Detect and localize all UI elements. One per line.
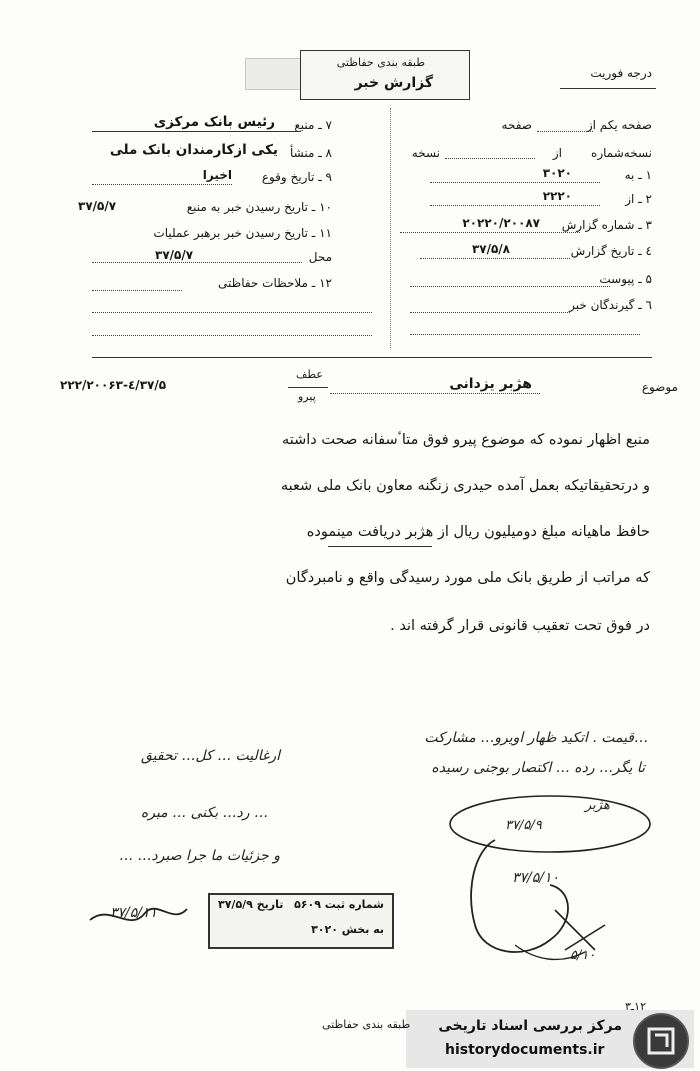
field-received-by-source-value: ۳۷/۵/۷: [78, 199, 117, 213]
handwritten-note-2: تا یگر… رده … اکتصار بوجنی رسیده: [431, 760, 645, 776]
ref-number: ۳۷/۵/٤-۲۲۲/۲۰۰۶۳: [60, 378, 167, 392]
field-report-date: ٤ ـ تاریخ گزارش: [570, 244, 652, 258]
watermark-title: مرکز بررسی اسناد تاریخی: [438, 1018, 622, 1034]
field-to: ۱ ـ به: [624, 168, 652, 182]
field-operations-date-value: ۳۷/۵/۷: [155, 248, 194, 262]
stamp-line-2: تاریخ ۳۷/۵/۹: [218, 898, 284, 911]
body-line-3: حافظ ماهیانه مبلغ دومیلیون ریال از هژبر دریافت مینموده: [306, 524, 650, 540]
page-marker: ۱۲ـ۳: [625, 1000, 646, 1013]
faint-stamp-mark: [245, 58, 305, 90]
field-origin-value: یکی ازکارمندان بانک ملی: [109, 142, 278, 158]
body-line-2: و درتحقیقاتیکه بعمل آمده حیدری زنگنه معاون بانک ملی شعبه: [280, 478, 650, 494]
handwritten-note-4: … رد… بکنی … مبره: [140, 805, 268, 821]
field-attachment: ۵ ـ پیوست: [599, 272, 652, 286]
classification-top: طبقه بندی حفاظتی: [336, 56, 425, 69]
oval-name: هژبر: [585, 798, 610, 813]
logo-icon: [633, 1013, 689, 1069]
field-report-number-value: ۲۰۲۲۰/۲۰۰۸۷: [462, 216, 540, 230]
field-occurrence-date-value: اخیرا: [202, 168, 232, 182]
body-line-1: منبع اظهار نموده که موضوع پیرو فوق متاٴسفانه صحت داشته: [281, 432, 650, 448]
subject-label: موضوع: [641, 380, 678, 394]
field-occurrence-date: ۹ ـ تاریخ وقوع: [261, 170, 332, 184]
copies-field: نسخه‌شماره: [591, 146, 652, 160]
field-source: ۷ ـ منبع: [294, 118, 332, 132]
classification-bottom: طبقه بندی حفاظتی: [322, 1018, 411, 1031]
watermark-url: historydocuments.ir: [445, 1042, 605, 1058]
field-from: ۲ ـ از: [625, 192, 652, 206]
ref-label-top: عطف: [296, 368, 323, 381]
field-origin: ۸ ـ منشأ: [289, 146, 332, 160]
left-signature-date: ۳۷/۵/۱۱: [110, 905, 158, 921]
oval-date: ۳۷/۵/۹: [505, 818, 542, 833]
copies-word: نسخه: [411, 146, 440, 160]
handwritten-note-5: و جزئیات ما جرا صبرد… …: [118, 848, 280, 864]
copies-of: از: [552, 146, 562, 160]
handwritten-note-3: ارغالیت … کل… تحقیق: [140, 748, 280, 764]
stamp-line-1: شماره ثبت ۵۶۰۹: [294, 898, 384, 911]
field-from-value: ۲۲۲۰: [542, 189, 572, 203]
field-report-number: ۳ ـ شماره گزارش: [561, 218, 652, 232]
handwritten-note-1: …قیمت . اتکید ظهار اویرو… مشارکت: [424, 730, 648, 746]
report-title: گزارش خبر: [354, 75, 433, 91]
field-received-by-operations: ۱۱ ـ تاریخ رسیدن خبر برهبر عملیات: [153, 226, 332, 240]
field-report-date-value: ۳۷/۵/۸: [471, 242, 510, 256]
subject-value: هژبر یزدانی: [449, 376, 532, 392]
handwritten-date-mid: ۳۷/۵/۱۰: [512, 870, 560, 886]
urgency-label: درجه فوریت: [590, 66, 652, 80]
stamp-line-3: به بخش ۳۰۲۰: [311, 923, 384, 936]
page-word: صفحه: [501, 118, 532, 132]
field-recipients: ٦ ـ گیرندگان خبر: [569, 298, 652, 312]
field-source-value: رئیس بانک مرکزی: [153, 114, 275, 130]
body-line-5: در فوق تحت تعقیب قانونی قرار گرفته اند .: [390, 618, 650, 634]
ref-label-bottom: پیرو: [298, 390, 316, 403]
body-line-4: که مراتب از طریق بانک ملی مورد رسیدگی واقع و نامبردگان: [285, 570, 650, 586]
header-box: [300, 50, 470, 100]
field-security-notes: ۱۲ ـ ملاحظات حفاظتی: [218, 276, 332, 290]
amount-underline: [328, 546, 432, 547]
field-place: محل: [308, 250, 332, 264]
field-received-by-source: ۱۰ ـ تاریخ رسیدن خبر به منبع: [186, 200, 332, 214]
page-field: صفحه یکم از: [586, 118, 652, 132]
field-to-value: ۳۰۲۰: [542, 166, 572, 180]
corner-date: ۵/۱۰: [570, 948, 596, 963]
section-divider: [92, 357, 652, 358]
registration-stamp: [208, 893, 394, 949]
